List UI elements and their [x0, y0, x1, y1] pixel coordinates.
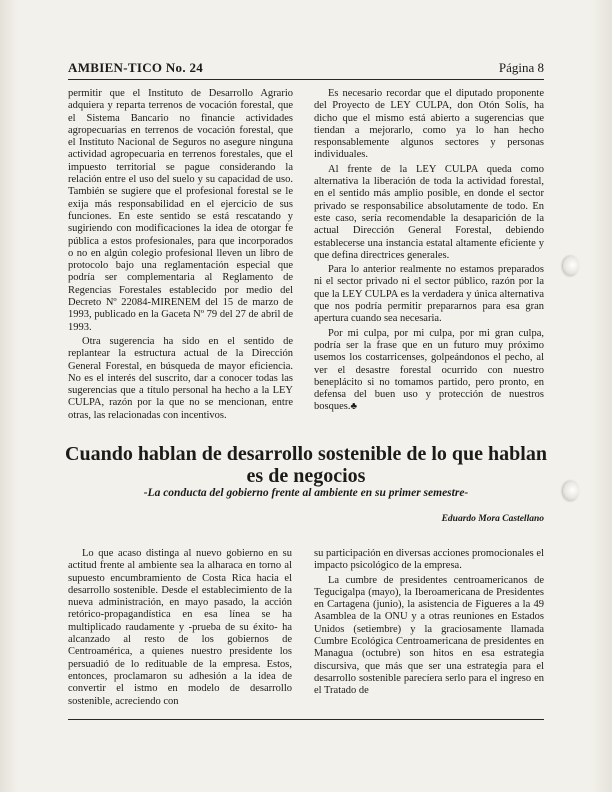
- article-title: [60, 443, 552, 487]
- footer-rule: [68, 719, 544, 720]
- paragraph: La cumbre de presidentes centroamericanos de Tegucigalpa (mayo), la Iberoamericana de Presidentes en Cartagena (junio), la asistencia de Figueres a la 49 Asamblea de la ONU y a otras reuniones en Estados Unidos (setiembre) y la graciosamente llamada Cumbre Ecológica Centroamericana de presidentes en Managua (octubre) son hitos en esa estrategia discursiva, que más que ser una estrategia para el desarrollo sostenible parecíera serlo para el ingreso en el Tratado de: [314, 574, 544, 697]
- publication-title: AMBIEN-TICO No. 24: [68, 60, 204, 75]
- binder-hole-top: [563, 256, 579, 276]
- paragraph: su participación en diversas acciones promocionales el impacto psicológico de la empresa.: [314, 548, 544, 572]
- paragraph: permitir que el Instituto de Desarrollo Agrario adquiera y reparta terrenos de vocación forestal, que el Sistema Bancario no financie actividades agropecuarias en terrenos de vocación forestal, que el Instituto Nacional de Seguros no asegure ninguna actividad agropecuaria en terrenos forestales, que el impuesto territorial se pague considerando la relación entre el uso del suelo y su capacidad de uso. También se sugiere que el profesional forestal se le exija más responsabilidad en el ejercicio de sus funciones. En este sentido se está rescatando y sugiriendo con modificaciones la idea de otorgar fe pública a estos profesionales, para que incorporados o no en algún colegio profesional lleven un libro de protocolo bajo una reglamentación especial que podría ser complementaria al Reglamento de Regencias Forestales establecido por medio del Decreto Nº 22084-MIRENEM del 15 de marzo de 1993, publicado en la Gaceta Nº 79 del 27 de abril de 1993.: [68, 88, 293, 333]
- article-author: Eduardo Mora Castellano: [441, 514, 544, 524]
- top-article-column-2: [314, 88, 544, 416]
- main-article-column-2: [314, 548, 544, 700]
- article-title-line-2: es de negocios: [246, 465, 366, 487]
- paragraph: Otra sugerencia ha sido en el sentido de replantear la estructura actual de la Dirección General Forestal, en búsqueda de mayor eficiencia. No es el interés del suscrito, dar a conocer todas las sugerencias que a título personal ha hecho a la LEY CULPA, razón por la que no se mencionan, entre otras, las relacionadas con incentivos.: [68, 335, 293, 421]
- paragraph: Es necesario recordar que el diputado proponente del Proyecto de LEY CULPA, don Otón Solís, ha dicho que el mismo está abierto a sugerencias que tiendan a mejorarlo, como ya lo han hecho responsablemente algunos sectores y personas individuales.: [314, 88, 544, 161]
- main-article-column-1: [68, 548, 292, 710]
- club-end-mark-icon: ♣: [350, 401, 358, 413]
- page-number: Página 8: [498, 60, 544, 75]
- article-title-line-1: Cuando hablan de desarrollo sostenible de lo que hablan: [65, 443, 547, 465]
- header-rule: [68, 79, 544, 80]
- paragraph: Al frente de la LEY CULPA queda como alternativa la liberación de toda la actividad forestal, en el sentido más amplio posible, en donde el sector privado se responsabilice absolutamente de todo. En este caso, sería recomendable la desaparición de la actual Dirección General Forestal, debiendo establecerse una instancia estatal altamente eficiente y que defina directrices generales.: [314, 163, 544, 261]
- paragraph: [314, 328, 544, 414]
- article-subtitle: -La conducta del gobierno frente al ambiente en su primer semestre-: [143, 487, 469, 499]
- paragraph: Lo que acaso distinga al nuevo gobierno en su actitud frente al ambiente sea la alharaca en torno al supuesto encumbramiento de Costa Rica hacia el desarrollo sostenible. Desde el establecimiento de la nueva administración, en mayo pasado, la acción retórico-propagandística en esa línea se ha multiplicado raudamente y -prueba de su éxito- ha alcanzado al resto de los gobiernos de Centroamérica, a quienes nuestro presidente los persuadió de lo redituable de la empresa. Estos, entonces, proclamaron su adhesión a la idea de convertir el istmo en modelo de desarrollo sostenible, acreciendo con: [68, 548, 292, 707]
- top-article-column-1: [68, 88, 293, 424]
- paragraph: Para lo anterior realmente no estamos preparados ni el sector privado ni el sector público, razón por la que la LEY CULPA es la verdadera y única alternativa que nos podría permitir prepararnos para esa gran apertura cuando sea necesaria.: [314, 264, 544, 325]
- page-header: [68, 58, 544, 78]
- paragraph-text: Por mi culpa, por mi culpa, por mi gran culpa, podría ser la frase que en un futuro muy próximo usemos los costarricenses, golpeándonos el pecho, al ver el desastre forestal ocurrido con nuestro beneplácito si no tomamos partido, pero pronto, en defensa del buen uso y protección de nuestros bosques.: [314, 327, 544, 413]
- binder-hole-bottom: [563, 481, 579, 501]
